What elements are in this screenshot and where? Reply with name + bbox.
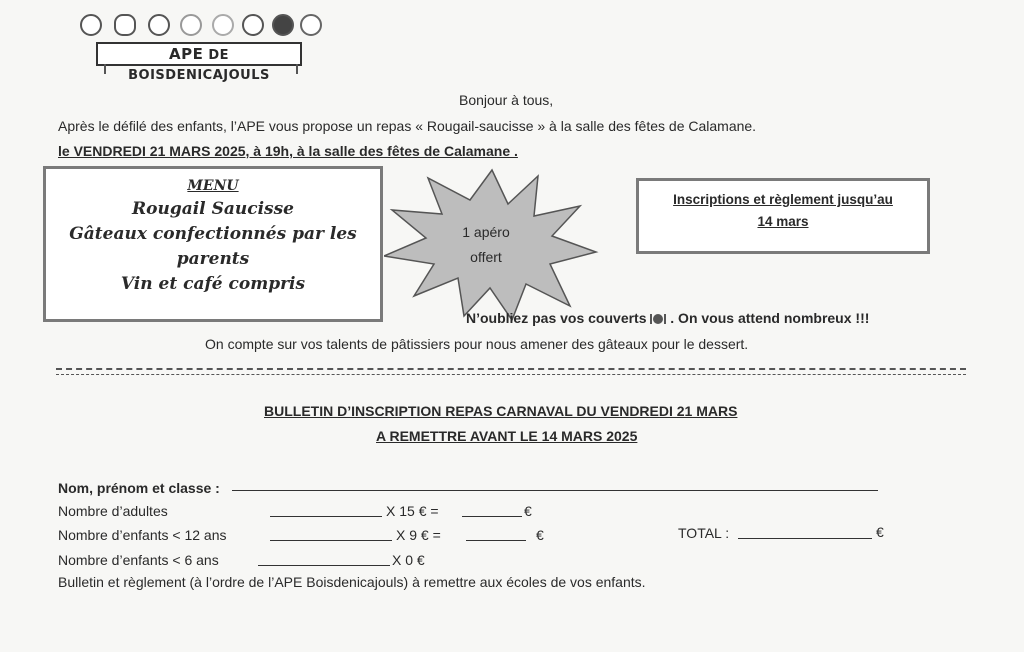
kids6-count-field[interactable]: [258, 549, 390, 566]
adults-count-field[interactable]: [270, 500, 382, 517]
kids12-price: X 9 € =: [396, 527, 441, 543]
bulletin-title: BULLETIN D’INSCRIPTION REPAS CARNAVAL DU VENDREDI 21 MARS: [264, 403, 738, 419]
name-field[interactable]: [232, 474, 878, 491]
name-label: Nom, prénom et classe :: [58, 480, 220, 496]
intro-text: Après le défilé des enfants, l’APE vous propose un repas « Rougail-saucisse » à la salle des fêtes de Calamane.: [58, 118, 757, 134]
euro-sign: €: [524, 503, 532, 519]
child-face-icon: [300, 14, 322, 36]
event-date: le VENDREDI 21 MARS 2025, à 19h, à la salle des fêtes de Calamane .: [58, 143, 518, 159]
bulletin-deadline: A REMETTRE AVANT LE 14 MARS 2025: [376, 428, 638, 444]
logo-banner: APE DE BOISDENICAJOULS: [96, 42, 302, 66]
menu-title: MENU: [187, 178, 239, 194]
child-face-icon: [180, 14, 202, 36]
adults-total-field[interactable]: [462, 500, 522, 517]
burst-text: 1 apéro offert: [462, 224, 510, 265]
kids12-total-field[interactable]: [466, 524, 526, 541]
menu-item: parents: [176, 249, 250, 269]
euro-sign: €: [536, 527, 544, 543]
grand-total-field[interactable]: [738, 522, 872, 539]
euro-sign: €: [876, 524, 884, 540]
greeting: Bonjour à tous,: [459, 92, 554, 108]
child-face-icon: [212, 14, 234, 36]
menu-item: Rougail Saucisse: [132, 199, 294, 219]
kids12-label: Nombre d’enfants < 12 ans: [58, 527, 227, 543]
bulletin-footer: Bulletin et règlement (à l’ordre de l’APE Boisdenicajouls) à remettre aux écoles de vos enfants.: [58, 574, 646, 590]
cut-line: [56, 368, 966, 370]
menu-item: Gâteaux confectionnés par les: [69, 224, 357, 244]
kids12-count-field[interactable]: [270, 524, 392, 541]
child-face-icon: [242, 14, 264, 36]
gateaux-reminder: On compte sur vos talents de pâtissiers pour nous amener des gâteaux pour le dessert.: [205, 336, 749, 352]
adults-price: X 15 € =: [386, 503, 439, 519]
adults-label: Nombre d’adultes: [58, 503, 168, 519]
menu-item: Vin et café compris: [120, 274, 306, 294]
inscriptions-box: Inscriptions et règlement jusqu’au 14 mars: [636, 178, 930, 254]
kids6-price: X 0 €: [392, 552, 425, 568]
menu-box: [43, 166, 383, 322]
couverts-reminder: N’oubliez pas vos couverts . On vous attend nombreux !!!: [466, 310, 870, 326]
cutlery-icon: [650, 313, 666, 325]
kids6-label: Nombre d’enfants < 6 ans: [58, 552, 219, 568]
child-face-icon: [272, 14, 294, 36]
child-face-icon: [148, 14, 170, 36]
ape-logo: [74, 12, 324, 83]
child-face-icon: [80, 14, 102, 36]
child-face-icon: [114, 14, 136, 36]
total-label: TOTAL :: [678, 525, 730, 541]
cut-line: [56, 374, 966, 375]
